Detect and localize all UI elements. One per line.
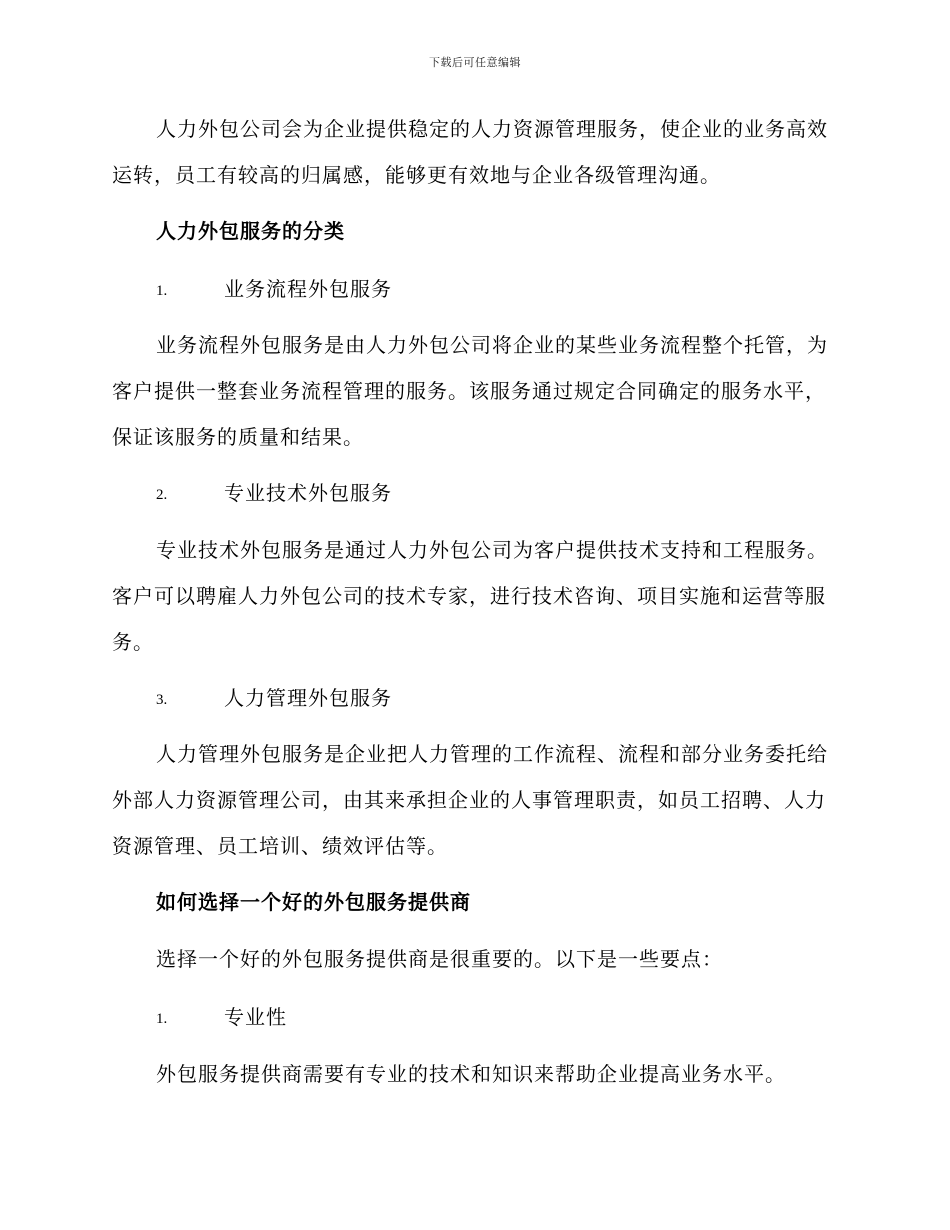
- list-item-1: [112, 275, 832, 305]
- item2-description: 专业技术外包服务是通过人力外包公司为客户提供技术支持和工程服务。客户可以聘雇人力外包公司的技术专家，进行技术咨询、项目实施和运营等服务。: [112, 538, 828, 654]
- section-heading-categories: 人力外包服务的分类: [156, 219, 345, 243]
- list-label: 专业性: [224, 1005, 287, 1029]
- list-number: 2.: [156, 487, 168, 503]
- list-item-2: [112, 479, 832, 509]
- list-number: 1.: [156, 1011, 168, 1027]
- list-label: 专业技术外包服务: [224, 481, 392, 505]
- professional-description: 外包服务提供商需要有专业的技术和知识来帮助企业提高业务水平。: [156, 1062, 786, 1086]
- list-number: 3.: [156, 692, 168, 708]
- item1-description: 业务流程外包服务是由人力外包公司将企业的某些业务流程整个托管，为客户提供一整套业务流程管理的服务。该服务通过规定合同确定的服务水平，保证该服务的质量和结果。: [112, 333, 828, 449]
- list-item-professional: [112, 1003, 832, 1033]
- section-heading-selection: 如何选择一个好的外包服务提供商: [156, 890, 471, 914]
- page-header: 下载后可任意编辑: [429, 56, 521, 69]
- selection-intro: 选择一个好的外包服务提供商是很重要的。以下是一些要点：: [156, 947, 723, 971]
- list-item-3: [112, 684, 832, 714]
- item3-description: 人力管理外包服务是企业把人力管理的工作流程、流程和部分业务委托给外部人力资源管理公司，由其来承担企业的人事管理职责，如员工招聘、人力资源管理、员工培训、绩效评估等。: [112, 742, 828, 858]
- list-label: 业务流程外包服务: [224, 277, 392, 301]
- list-number: 1.: [156, 283, 168, 299]
- intro-paragraph: 人力外包公司会为企业提供稳定的人力资源管理服务，使企业的业务高效运转，员工有较高的归属感，能够更有效地与企业各级管理沟通。: [112, 117, 828, 187]
- list-label: 人力管理外包服务: [224, 686, 392, 710]
